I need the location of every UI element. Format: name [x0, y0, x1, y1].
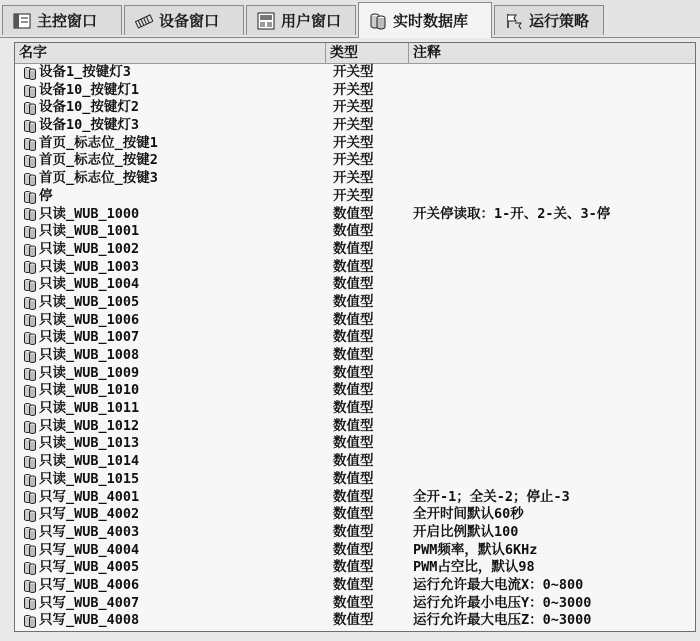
row-name-cell	[23, 170, 158, 188]
row-name-cell	[23, 99, 139, 117]
variable-type: 开关型	[333, 81, 374, 98]
row-name-cell	[23, 400, 139, 418]
table-row[interactable]	[15, 612, 695, 630]
variable-icon	[23, 561, 37, 575]
variable-type: 数值型	[333, 382, 374, 399]
variable-type: 数值型	[333, 506, 374, 523]
variable-icon	[23, 119, 37, 133]
table-row[interactable]	[15, 64, 695, 82]
variable-type: 数值型	[333, 223, 374, 240]
tab-label: 设备窗口	[159, 12, 220, 30]
variable-icon	[23, 596, 37, 610]
main-window-icon	[13, 12, 31, 30]
variable-note: 运行允许最小电压Y：0~3000	[413, 594, 592, 611]
variable-icon	[23, 331, 37, 345]
tab-strip	[0, 0, 700, 38]
tab-realtime-database[interactable]	[358, 2, 492, 38]
variable-type: 数值型	[333, 329, 374, 346]
variable-note: 运行允许最大电流X：0~800	[413, 576, 584, 593]
variable-name: 只读_WUB_1011	[39, 400, 140, 417]
table-row[interactable]	[15, 329, 695, 347]
variable-name: 只写_WUB_4007	[39, 594, 140, 611]
variable-icon	[23, 473, 37, 487]
row-name-cell	[23, 559, 139, 577]
variable-type: 开关型	[333, 64, 374, 80]
row-name-cell	[23, 135, 158, 153]
variable-icon	[23, 349, 37, 363]
table-row[interactable]	[15, 506, 695, 524]
user-window-icon	[257, 12, 275, 30]
table-row[interactable]	[15, 276, 695, 294]
variable-icon	[23, 313, 37, 327]
table-row[interactable]	[15, 559, 695, 577]
table-row[interactable]	[15, 206, 695, 224]
table-row[interactable]	[15, 577, 695, 595]
table-row[interactable]	[15, 188, 695, 206]
tab-label: 实时数据库	[393, 12, 469, 30]
variable-type: 数值型	[333, 435, 374, 452]
tab-user-window[interactable]	[246, 5, 356, 35]
table-row[interactable]	[15, 117, 695, 135]
variable-icon	[23, 207, 37, 221]
tab-label: 用户窗口	[281, 12, 342, 30]
variable-type: 数值型	[333, 293, 374, 310]
row-name-cell	[23, 152, 158, 170]
variable-name: 设备1_按键灯3	[39, 64, 131, 80]
variable-name: 只读_WUB_1013	[39, 435, 140, 452]
row-name-cell	[23, 64, 131, 82]
variable-icon	[23, 190, 37, 204]
row-name-cell	[23, 276, 139, 294]
tab-label: 运行策略	[529, 12, 590, 30]
variable-name: 只读_WUB_1005	[39, 293, 140, 310]
table-row[interactable]	[15, 418, 695, 436]
table-row[interactable]	[15, 241, 695, 259]
variable-name: 只读_WUB_1006	[39, 311, 140, 328]
variable-type: 开关型	[333, 99, 374, 116]
variable-name: 设备10_按键灯2	[39, 99, 140, 116]
table-row[interactable]	[15, 99, 695, 117]
row-name-cell	[23, 453, 139, 471]
variable-type: 数值型	[333, 311, 374, 328]
variable-note: 全开时间默认60秒	[413, 506, 524, 523]
variable-type: 数值型	[333, 594, 374, 611]
variable-icon	[23, 526, 37, 540]
table-row[interactable]	[15, 453, 695, 471]
variable-note: 全开-1；全关-2；停止-3	[413, 488, 570, 505]
variable-icon	[23, 508, 37, 522]
variable-type: 数值型	[333, 364, 374, 381]
strategy-icon	[505, 12, 523, 30]
variable-type: 数值型	[333, 541, 374, 558]
variable-name: 设备10_按键灯3	[39, 117, 140, 134]
variable-name: 只读_WUB_1014	[39, 453, 140, 470]
table-row[interactable]	[15, 400, 695, 418]
variable-type: 数值型	[333, 559, 374, 576]
table-row[interactable]	[15, 542, 695, 560]
row-name-cell	[23, 612, 139, 630]
variable-icon	[23, 66, 37, 80]
table-row[interactable]	[15, 170, 695, 188]
table-row[interactable]	[15, 471, 695, 489]
table-row[interactable]	[15, 435, 695, 453]
variable-type: 数值型	[333, 523, 374, 540]
row-name-cell	[23, 471, 139, 489]
row-name-cell	[23, 382, 139, 400]
variable-name: 首页_标志位_按键1	[39, 134, 158, 151]
variable-icon	[23, 260, 37, 274]
variable-icon	[23, 402, 37, 416]
variable-type: 数值型	[333, 576, 374, 593]
variable-icon	[23, 137, 37, 151]
row-name-cell	[23, 117, 139, 135]
row-name-cell	[23, 418, 139, 436]
variable-list[interactable]	[14, 42, 696, 632]
variable-name: 只写_WUB_4004	[39, 541, 140, 558]
variable-note: 开关停读取：1-开、2-关、3-停	[413, 205, 611, 222]
variable-name: 设备10_按键灯1	[39, 81, 140, 98]
column-header-note[interactable]: 注释	[413, 45, 441, 61]
variable-type: 数值型	[333, 612, 374, 629]
device-window-icon	[135, 12, 153, 30]
variable-icon	[23, 614, 37, 628]
table-row[interactable]	[15, 489, 695, 507]
table-row[interactable]	[15, 152, 695, 170]
variable-name: 只读_WUB_1007	[39, 329, 140, 346]
row-name-cell	[23, 312, 139, 330]
variable-type: 数值型	[333, 453, 374, 470]
variable-name: 只读_WUB_1002	[39, 240, 140, 257]
variable-icon	[23, 455, 37, 469]
table-row[interactable]	[15, 135, 695, 153]
row-name-cell	[23, 294, 139, 312]
variable-name: 只读_WUB_1004	[39, 276, 140, 293]
variable-type: 开关型	[333, 117, 374, 134]
variable-name: 只写_WUB_4002	[39, 506, 140, 523]
variable-icon	[23, 84, 37, 98]
variable-icon	[23, 367, 37, 381]
variable-icon	[23, 101, 37, 115]
row-name-cell	[23, 595, 139, 613]
variable-name: 停	[39, 187, 53, 204]
variable-type: 数值型	[333, 470, 374, 487]
variable-type: 数值型	[333, 205, 374, 222]
table-row[interactable]	[15, 382, 695, 400]
variable-icon	[23, 384, 37, 398]
variable-icon	[23, 543, 37, 557]
variable-type: 数值型	[333, 258, 374, 275]
variable-icon	[23, 437, 37, 451]
variable-icon	[23, 420, 37, 434]
table-row[interactable]	[15, 312, 695, 330]
variable-note: 运行允许最大电压Z：0~3000	[413, 612, 592, 629]
table-row[interactable]	[15, 347, 695, 365]
row-name-cell	[23, 329, 139, 347]
tab-run-strategy[interactable]	[494, 5, 604, 35]
variable-type: 数值型	[333, 488, 374, 505]
variable-icon	[23, 296, 37, 310]
variable-name: 首页_标志位_按键3	[39, 170, 158, 187]
variable-type: 数值型	[333, 400, 374, 417]
column-header-type[interactable]: 类型	[326, 43, 409, 63]
variable-name: 只读_WUB_1010	[39, 382, 140, 399]
variable-name: 只读_WUB_1001	[39, 223, 140, 240]
row-name-cell	[23, 489, 139, 507]
variable-note: PWM频率，默认6KHz	[413, 541, 538, 558]
variable-type: 数值型	[333, 417, 374, 434]
variable-type: 开关型	[333, 170, 374, 187]
variable-name: 只读_WUB_1009	[39, 364, 140, 381]
tab-panel-border	[0, 37, 700, 38]
tab-device-window[interactable]	[124, 5, 244, 35]
database-icon	[369, 12, 387, 30]
row-name-cell	[23, 435, 139, 453]
variable-icon	[23, 172, 37, 186]
row-name-cell	[23, 223, 139, 241]
variable-name: 只读_WUB_1003	[39, 258, 140, 275]
tab-main-window[interactable]	[2, 5, 122, 35]
variable-name: 首页_标志位_按键2	[39, 152, 158, 169]
row-name-cell	[23, 206, 139, 224]
variable-type: 开关型	[333, 134, 374, 151]
row-name-cell	[23, 241, 139, 259]
table-row[interactable]	[15, 259, 695, 277]
variable-type: 开关型	[333, 187, 374, 204]
variable-name: 只读_WUB_1012	[39, 417, 140, 434]
row-name-cell	[23, 347, 139, 365]
variable-name: 只读_WUB_1015	[39, 470, 140, 487]
variable-type: 数值型	[333, 347, 374, 363]
table-row[interactable]	[15, 294, 695, 312]
variable-icon	[23, 579, 37, 593]
tab-label: 主控窗口	[37, 12, 98, 30]
variable-name: 只读_WUB_1000	[39, 205, 140, 222]
variable-name: 只写_WUB_4003	[39, 523, 140, 540]
variable-type: 开关型	[333, 152, 374, 169]
row-name-cell	[23, 259, 139, 277]
variable-note: PWM占空比，默认98	[413, 559, 535, 576]
variable-icon	[23, 278, 37, 292]
table-row[interactable]	[15, 524, 695, 542]
variable-name: 只写_WUB_4001	[39, 488, 140, 505]
variable-icon	[23, 225, 37, 239]
list-header	[15, 43, 695, 64]
row-name-cell	[23, 524, 139, 542]
row-name-cell	[23, 577, 139, 595]
variable-name: 只写_WUB_4008	[39, 612, 140, 629]
variable-name: 只写_WUB_4005	[39, 559, 140, 576]
variable-icon	[23, 490, 37, 504]
variable-note: 开启比例默认100	[413, 523, 519, 540]
table-row[interactable]	[15, 365, 695, 383]
variable-icon	[23, 243, 37, 257]
variable-type: 数值型	[333, 276, 374, 293]
list-rows	[15, 64, 695, 630]
variable-icon	[23, 154, 37, 168]
column-header-name[interactable]: 名字	[15, 43, 326, 63]
variable-type: 数值型	[333, 240, 374, 257]
row-name-cell	[23, 506, 139, 524]
table-row[interactable]	[15, 223, 695, 241]
table-row[interactable]	[15, 82, 695, 100]
table-row[interactable]	[15, 595, 695, 613]
variable-name: 只读_WUB_1008	[39, 347, 140, 363]
row-name-cell	[23, 365, 139, 383]
variable-name: 只写_WUB_4006	[39, 576, 140, 593]
row-name-cell	[23, 542, 139, 560]
row-name-cell	[23, 188, 53, 206]
row-name-cell	[23, 82, 139, 100]
